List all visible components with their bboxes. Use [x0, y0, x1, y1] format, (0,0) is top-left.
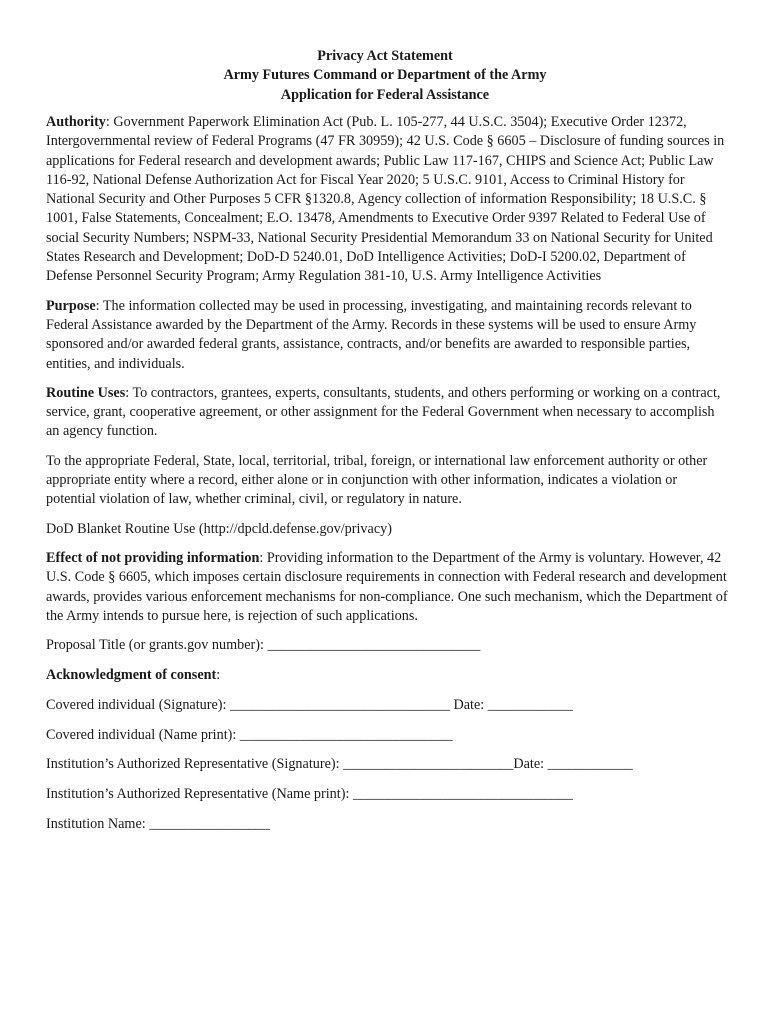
covered-name-print-label: Covered individual (Name print):: [46, 726, 240, 743]
effect-label: Effect of not providing information: [46, 549, 260, 566]
institution-name-label: Institution Name:: [46, 815, 150, 832]
covered-signature-label: Covered individual (Signature):: [46, 696, 231, 713]
rep-date-input[interactable]: ____________: [547, 756, 633, 773]
law-enforcement-paragraph: To the appropriate Federal, State, local, territorial, tribal, foreign, or international law enforcement authority or other appropriate entity where a record, either alone or in conjunction with other information, indicates a violation or potential violation of law, whether criminal, civil, or regulatory in nature.: [46, 452, 708, 508]
purpose-text: : The information collected may be used in processing, investigating, and maintaining records relevant to Federal Assistance awarded by the Department of the Army. Records in these systems will be used to ensure Army sponsored and/or awarded federal grants, assistance, contracts, and/or benefits are awarded to responsible parties, entities, and individuals.: [46, 297, 697, 372]
proposal-title-field: [46, 636, 730, 655]
rep-signature-input[interactable]: ________________________: [343, 756, 514, 773]
covered-signature-field: [46, 696, 730, 715]
routine-uses-text: : To contractors, grantees, experts, consultants, students, and others performing or working on a contract, service, grant, cooperative agreement, or other assignment for the Federal Government when necessary to accomplish an agency function.: [46, 384, 721, 440]
rep-name-print-field: [46, 785, 730, 804]
rep-signature-field: [46, 755, 730, 774]
rep-name-print-label: Institution’s Authorized Representative (Name print):: [46, 786, 353, 803]
routine-uses-label: Routine Uses: [46, 384, 126, 401]
institution-name-field: [46, 815, 730, 834]
document-body: [46, 113, 730, 845]
covered-signature-input[interactable]: _______________________________: [230, 696, 450, 713]
authority-paragraph: [46, 113, 730, 287]
purpose-label: Purpose: [46, 297, 96, 314]
document-header: [0, 47, 770, 105]
blanket-routine-use-paragraph: DoD Blanket Routine Use (http://dpcld.defense.gov/privacy): [46, 520, 392, 537]
proposal-title-label: Proposal Title (or grants.gov number):: [46, 637, 268, 654]
header-agency: Army Futures Command or Department of the Army: [223, 67, 547, 84]
effect-text: : Providing information to the Department of the Army is voluntary. However, 42 U.S. Code § 6605, which imposes certain disclosure requirements in connection with Federal research and development awards, provides various enforcement mechanisms for non-compliance. One such mechanism, which the Department of the Army intends to pursue here, is rejection of such applications.: [46, 549, 728, 624]
purpose-paragraph: [46, 297, 730, 374]
rep-name-print-input[interactable]: _______________________________: [352, 786, 573, 803]
rep-signature-label: Institution’s Authorized Representative (Signature):: [46, 756, 344, 773]
authority-text: : Government Paperwork Elimination Act (Pub. L. 105-277, 44 U.S.C. 3504); Executive Order 12372, Intergovernmental review of Federal Programs (47 FR 30959); 42 U.S. Code § 6605 – Disclosure of funding sources in applications for Federal research and development awards; Public Law 117-167, CHIPS and Science Act; Public Law 116-92, National Defense Authorization Act for Fiscal Year 2020; 5 U.S.C. 9101, Access to Criminal History for National Security and Other Purposes 5 CFR §1320.8, Agency collection of information Responsibility; 18 U.S.C. § 1001, False Statements, Concealment; E.O. 13478, Amendments to Executive Order 9397 Related to Federal Use of social Security Numbers; NSPM-33, National Security Presidential Memorandum 33 on National Security for United States Research and Development; DoD-D 5240.01, DoD Intelligence Activities; DoD-I 5200.02, Department of Defense Personnel Security Program; Army Regulation 381-10, U.S. Army Intelligence Activities: [46, 114, 725, 285]
acknowledgment-label: Acknowledgment of consent: [46, 666, 217, 683]
header-subtitle: Application for Federal Assistance: [280, 86, 490, 103]
covered-date-label: Date:: [449, 696, 488, 713]
covered-name-print-field: [46, 726, 730, 745]
covered-date-input[interactable]: ____________: [487, 696, 573, 713]
effect-paragraph: [46, 549, 730, 626]
rep-date-label: Date:: [513, 756, 548, 773]
header-title: Privacy Act Statement: [317, 48, 453, 64]
authority-label: Authority: [46, 114, 106, 130]
proposal-title-input[interactable]: ______________________________: [267, 637, 481, 654]
routine-uses-paragraph: [46, 384, 730, 442]
acknowledgment-heading: [46, 666, 730, 685]
covered-name-print-input[interactable]: ______________________________: [239, 726, 453, 743]
acknowledgment-colon: :: [216, 666, 221, 683]
institution-name-input[interactable]: _________________: [149, 815, 270, 832]
